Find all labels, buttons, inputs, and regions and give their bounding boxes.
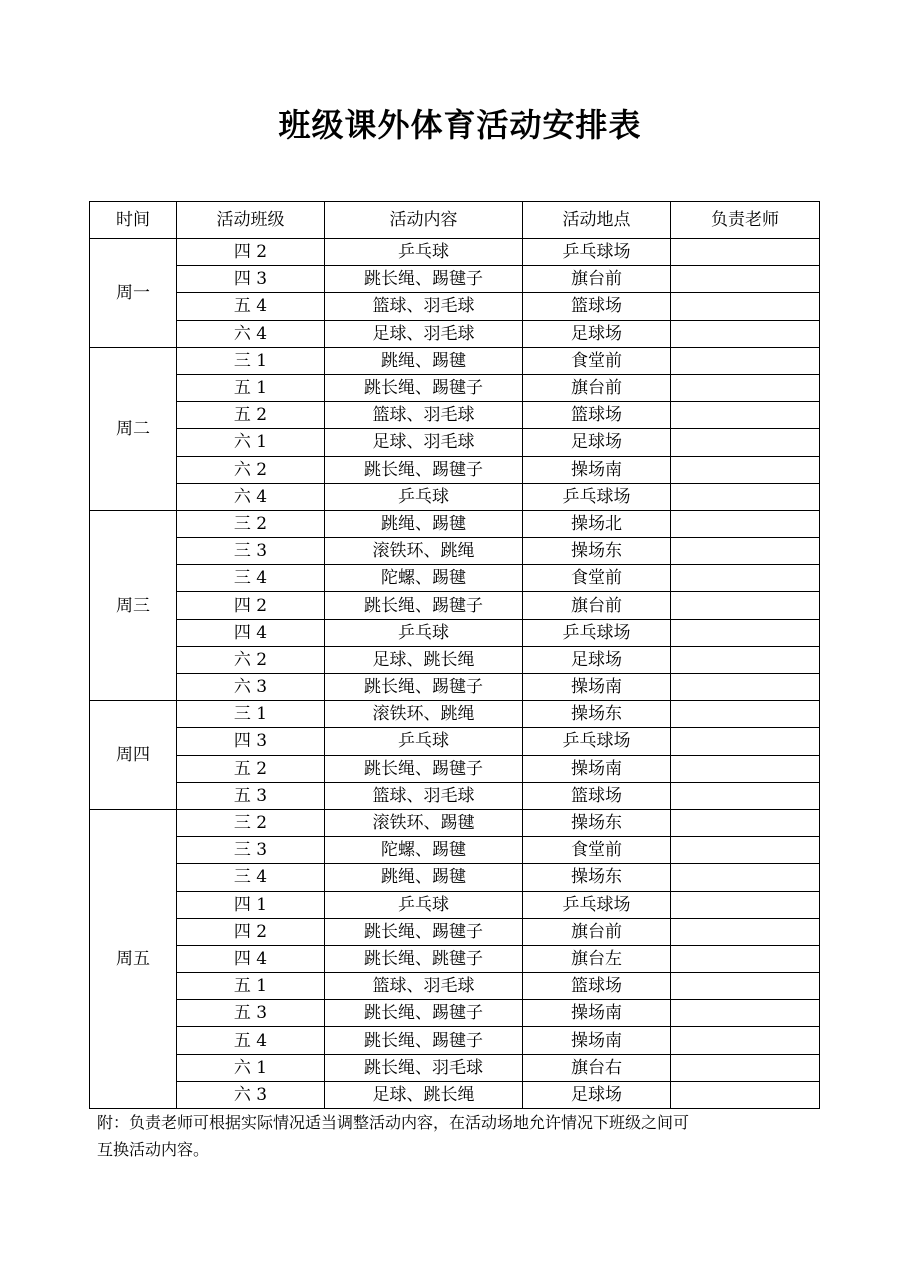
activity-cell: 足球、羽毛球 [325, 429, 523, 456]
table-row [90, 456, 820, 483]
class-cell: 四 4 [177, 945, 325, 972]
day-cell: 周二 [90, 347, 177, 510]
location-cell: 篮球场 [523, 293, 671, 320]
class-cell: 五 4 [177, 1027, 325, 1054]
location-cell: 旗台右 [523, 1054, 671, 1081]
table-row [90, 619, 820, 646]
location-cell: 足球场 [523, 1081, 671, 1108]
location-cell: 篮球场 [523, 402, 671, 429]
activity-cell: 跳长绳、踢毽子 [325, 674, 523, 701]
table-row [90, 592, 820, 619]
table-row [90, 293, 820, 320]
table-row [90, 374, 820, 401]
class-cell: 五 3 [177, 1000, 325, 1027]
teacher-cell [671, 510, 820, 537]
activity-cell: 乒乓球 [325, 619, 523, 646]
teacher-cell [671, 293, 820, 320]
activity-cell: 跳长绳、踢毽子 [325, 456, 523, 483]
location-cell: 操场南 [523, 1000, 671, 1027]
teacher-cell [671, 347, 820, 374]
table-row [90, 402, 820, 429]
teacher-cell [671, 891, 820, 918]
table-row [90, 510, 820, 537]
location-cell: 操场北 [523, 510, 671, 537]
table-row [90, 837, 820, 864]
location-cell: 足球场 [523, 320, 671, 347]
table-row [90, 755, 820, 782]
teacher-cell [671, 782, 820, 809]
class-cell: 三 2 [177, 510, 325, 537]
footnote [97, 1109, 827, 1163]
class-cell: 三 1 [177, 701, 325, 728]
table-row [90, 1000, 820, 1027]
table-row [90, 891, 820, 918]
activity-cell: 陀螺、踢毽 [325, 837, 523, 864]
table-row [90, 565, 820, 592]
class-cell: 四 3 [177, 728, 325, 755]
activity-cell: 乒乓球 [325, 239, 523, 266]
activity-cell: 跳绳、踢毽 [325, 510, 523, 537]
activity-cell: 跳长绳、踢毽子 [325, 1027, 523, 1054]
activity-cell: 乒乓球 [325, 483, 523, 510]
class-cell: 四 1 [177, 891, 325, 918]
teacher-cell [671, 429, 820, 456]
class-cell: 四 2 [177, 918, 325, 945]
class-cell: 三 2 [177, 809, 325, 836]
header-class: 活动班级 [177, 202, 325, 239]
teacher-cell [671, 538, 820, 565]
location-cell: 旗台前 [523, 374, 671, 401]
location-cell: 操场东 [523, 809, 671, 836]
class-cell: 六 4 [177, 483, 325, 510]
class-cell: 三 1 [177, 347, 325, 374]
header-activity: 活动内容 [325, 202, 523, 239]
header-teacher: 负责老师 [671, 202, 820, 239]
table-row [90, 1054, 820, 1081]
teacher-cell [671, 1027, 820, 1054]
location-cell: 食堂前 [523, 347, 671, 374]
activity-cell: 滚铁环、跳绳 [325, 701, 523, 728]
teacher-cell [671, 701, 820, 728]
table-row [90, 1081, 820, 1108]
teacher-cell [671, 565, 820, 592]
table-row [90, 864, 820, 891]
teacher-cell [671, 837, 820, 864]
table-row [90, 1027, 820, 1054]
page-title: 班级课外体育活动安排表 [278, 106, 642, 144]
teacher-cell [671, 646, 820, 673]
location-cell: 旗台前 [523, 266, 671, 293]
location-cell: 篮球场 [523, 782, 671, 809]
location-cell: 旗台前 [523, 592, 671, 619]
table-row [90, 483, 820, 510]
class-cell: 四 2 [177, 592, 325, 619]
table-header-row [90, 202, 820, 239]
location-cell: 乒乓球场 [523, 483, 671, 510]
table-row [90, 809, 820, 836]
table-row [90, 538, 820, 565]
table-row [90, 320, 820, 347]
table-row [90, 973, 820, 1000]
location-cell: 篮球场 [523, 973, 671, 1000]
teacher-cell [671, 864, 820, 891]
teacher-cell [671, 619, 820, 646]
class-cell: 六 1 [177, 429, 325, 456]
teacher-cell [671, 1081, 820, 1108]
class-cell: 四 3 [177, 266, 325, 293]
table-row [90, 728, 820, 755]
teacher-cell [671, 592, 820, 619]
activity-cell: 篮球、羽毛球 [325, 402, 523, 429]
location-cell: 乒乓球场 [523, 891, 671, 918]
class-cell: 五 3 [177, 782, 325, 809]
activity-cell: 陀螺、踢毽 [325, 565, 523, 592]
class-cell: 五 2 [177, 402, 325, 429]
teacher-cell [671, 239, 820, 266]
activity-cell: 篮球、羽毛球 [325, 782, 523, 809]
teacher-cell [671, 1000, 820, 1027]
table-row [90, 646, 820, 673]
location-cell: 操场南 [523, 674, 671, 701]
class-cell: 五 1 [177, 973, 325, 1000]
day-cell: 周三 [90, 510, 177, 700]
day-cell: 周一 [90, 239, 177, 348]
location-cell: 食堂前 [523, 837, 671, 864]
location-cell: 旗台前 [523, 918, 671, 945]
table-row [90, 429, 820, 456]
location-cell: 乒乓球场 [523, 728, 671, 755]
header-location: 活动地点 [523, 202, 671, 239]
location-cell: 旗台左 [523, 945, 671, 972]
activity-cell: 跳长绳、羽毛球 [325, 1054, 523, 1081]
activity-cell: 跳绳、踢毽 [325, 347, 523, 374]
location-cell: 操场东 [523, 864, 671, 891]
class-cell: 六 3 [177, 1081, 325, 1108]
table-row [90, 701, 820, 728]
teacher-cell [671, 945, 820, 972]
class-cell: 六 2 [177, 646, 325, 673]
footnote-line-1: 附：负责老师可根据实际情况适当调整活动内容，在活动场地允许情况下班级之间可 [97, 1113, 690, 1132]
header-time: 时间 [90, 202, 177, 239]
teacher-cell [671, 320, 820, 347]
activity-cell: 篮球、羽毛球 [325, 293, 523, 320]
table-row [90, 266, 820, 293]
table-row [90, 918, 820, 945]
teacher-cell [671, 973, 820, 1000]
teacher-cell [671, 456, 820, 483]
schedule-table [89, 201, 820, 1109]
class-cell: 三 4 [177, 864, 325, 891]
teacher-cell [671, 1054, 820, 1081]
activity-cell: 滚铁环、踢毽 [325, 809, 523, 836]
class-cell: 五 2 [177, 755, 325, 782]
activity-cell: 跳绳、踢毽 [325, 864, 523, 891]
footnote-line-2: 互换活动内容。 [97, 1140, 210, 1159]
teacher-cell [671, 755, 820, 782]
activity-cell: 足球、跳长绳 [325, 1081, 523, 1108]
location-cell: 乒乓球场 [523, 619, 671, 646]
activity-cell: 滚铁环、跳绳 [325, 538, 523, 565]
location-cell: 操场南 [523, 755, 671, 782]
class-cell: 三 3 [177, 837, 325, 864]
class-cell: 三 4 [177, 565, 325, 592]
location-cell: 足球场 [523, 646, 671, 673]
activity-cell: 跳长绳、踢毽子 [325, 266, 523, 293]
teacher-cell [671, 483, 820, 510]
location-cell: 足球场 [523, 429, 671, 456]
table-row [90, 782, 820, 809]
activity-cell: 跳长绳、踢毽子 [325, 592, 523, 619]
activity-cell: 跳长绳、踢毽子 [325, 1000, 523, 1027]
day-cell: 周四 [90, 701, 177, 810]
teacher-cell [671, 728, 820, 755]
table-row [90, 347, 820, 374]
teacher-cell [671, 402, 820, 429]
class-cell: 六 3 [177, 674, 325, 701]
schedule-body [90, 239, 820, 1109]
class-cell: 五 4 [177, 293, 325, 320]
location-cell: 操场东 [523, 538, 671, 565]
teacher-cell [671, 266, 820, 293]
location-cell: 操场东 [523, 701, 671, 728]
class-cell: 三 3 [177, 538, 325, 565]
location-cell: 食堂前 [523, 565, 671, 592]
activity-cell: 跳长绳、踢毽子 [325, 374, 523, 401]
class-cell: 六 1 [177, 1054, 325, 1081]
day-cell: 周五 [90, 809, 177, 1108]
activity-cell: 乒乓球 [325, 728, 523, 755]
teacher-cell [671, 374, 820, 401]
activity-cell: 跳长绳、踢毽子 [325, 755, 523, 782]
table-row [90, 239, 820, 266]
activity-cell: 足球、跳长绳 [325, 646, 523, 673]
activity-cell: 篮球、羽毛球 [325, 973, 523, 1000]
activity-cell: 跳长绳、踢毽子 [325, 918, 523, 945]
class-cell: 四 4 [177, 619, 325, 646]
activity-cell: 跳长绳、跳毽子 [325, 945, 523, 972]
class-cell: 六 4 [177, 320, 325, 347]
class-cell: 六 2 [177, 456, 325, 483]
location-cell: 操场南 [523, 1027, 671, 1054]
table-row [90, 674, 820, 701]
activity-cell: 足球、羽毛球 [325, 320, 523, 347]
location-cell: 操场南 [523, 456, 671, 483]
teacher-cell [671, 918, 820, 945]
teacher-cell [671, 809, 820, 836]
teacher-cell [671, 674, 820, 701]
location-cell: 乒乓球场 [523, 239, 671, 266]
class-cell: 四 2 [177, 239, 325, 266]
activity-cell: 乒乓球 [325, 891, 523, 918]
class-cell: 五 1 [177, 374, 325, 401]
table-row [90, 945, 820, 972]
